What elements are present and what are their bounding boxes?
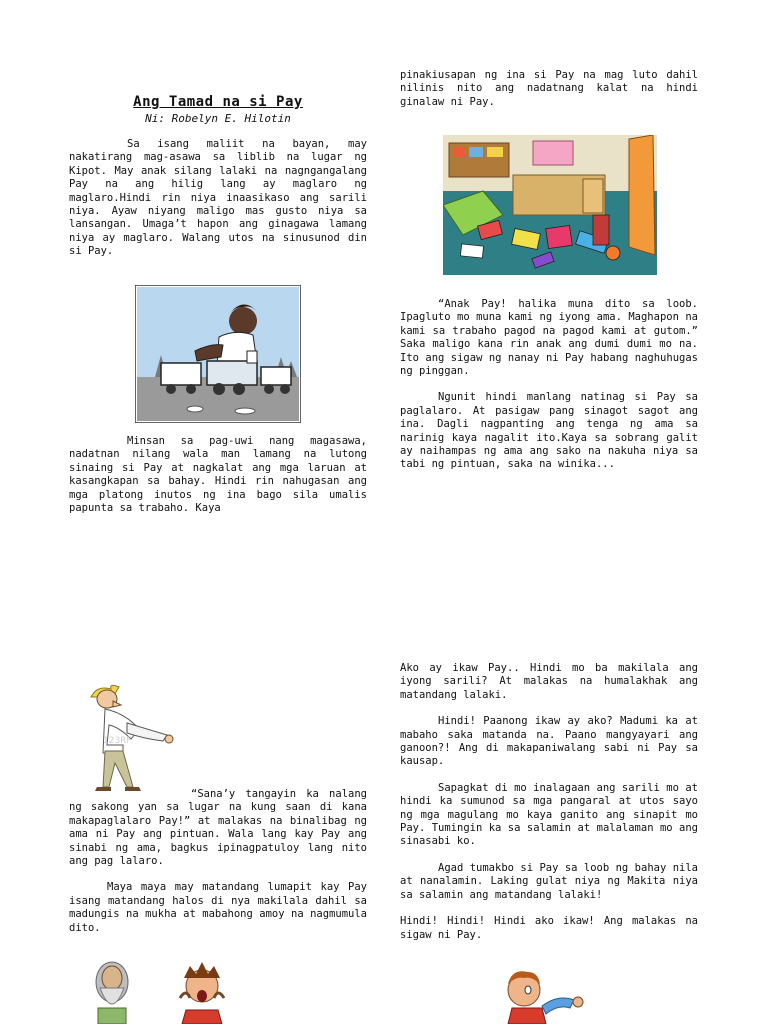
paragraph: Maya maya may matandang lumapit kay Pay isang matandang halos di nya makilala dahil sa madungis na mukha at mabahong amoy na nagmumula dito. bbox=[69, 881, 367, 934]
paragraph: Ako ay ikaw Pay.. Hindi mo ba makilala ang iyong sarili? At malakas na humalakhak ang matandang lalaki. bbox=[400, 662, 698, 701]
story-byline: Ni: Robelyn E. Hilotin bbox=[145, 112, 291, 125]
running-boy-illustration bbox=[498, 964, 588, 1024]
paragraph: pinakiusapan ng ina si Pay na mag luto dahil nilinis nito ang nadatnang kalat na hindi ginalaw ni Pay. bbox=[400, 69, 698, 108]
paragraph: “Sana’y tangayin ka nalang ng sakong yan sa lugar na kung saan di kana makapaglalaro Pay!” at malakas na binalibag ng ama ni Pay ang pintuan. Wala lang kay Pay ang sinabi ng ama, bagkus ipinagpatuloy lang nito ang pag lalaro. bbox=[69, 788, 367, 868]
left-column-top bbox=[69, 138, 367, 259]
boy-train-illustration bbox=[135, 285, 301, 423]
paragraph: Hindi! Paanong ikaw ay ako? Madumi ka at mabaho saka matanda na. Paano mangyayari ang ganoon?! Ang di makapaniwalang sabi ni Pay sa kausap. bbox=[400, 715, 698, 768]
left-column-bottom bbox=[69, 788, 367, 935]
bottom-cartoon-figures bbox=[90, 958, 240, 1024]
right-column-middle bbox=[400, 298, 698, 472]
messy-room-illustration bbox=[443, 135, 657, 275]
paragraph: “Anak Pay! halika muna dito sa loob. Ipagluto mo muna kami ng iyong ama. Maghapon na kami sa trabaho pagod na pagod kami at gutom.” Saka maligo kana rin anak ang dumi dumi mo na. Ito ang sigaw ng nanay ni Pay habang naghuhugas ng pinggan. bbox=[400, 298, 698, 378]
paragraph: Hindi! Hindi! Hindi ako ikaw! Ang malakas na sigaw ni Pay. bbox=[400, 915, 698, 941]
paragraph: Sapagkat di mo inalagaan ang sarili mo at hindi ka sumunod sa mga pangaral at utos sayo ng mga magulang mo kaya ganito ang sinapit mo Pay. Tumingin ka sa salamin at malalaman mo ang sinasabi ko. bbox=[400, 781, 698, 848]
old-man-illustration bbox=[83, 683, 183, 795]
paragraph: Sa isang maliit na bayan, may nakatirang mag-asawa sa liblib na lugar ng Kipot. May anak silang lalaki na nagngangalang Pay na ang hilig lang ay maglaro ng maglaro.Hindi rin niya inaasikaso ang sarili niya. Ayaw niyang maligo mas gusto niya sa lansangan. Umaga’t hapon ang ginagawa lamang niya ay maglaro. Walang utos na sinusunod din si Pay. bbox=[69, 138, 367, 258]
paragraph: Agad tumakbo si Pay sa loob ng bahay nila at nanalamin. Laking gulat niya ng Makita niya sa salamin ang matandang lalaki! bbox=[400, 861, 698, 901]
left-column-middle bbox=[69, 435, 367, 515]
right-column-bottom bbox=[400, 662, 698, 942]
paragraph: Ngunit hindi manlang natinag si Pay sa paglalaro. At pasigaw pang sinagot sagot ang ina. Dagli nagpanting ang tenga ng ama sa narinig kaya nagalit ito.Kaya sa sobrang galit ay naihampas ng ama ang sako na nakuha niya sa tabi ng pintuan, saka na winika... bbox=[400, 391, 698, 471]
watermark-text: 123RF bbox=[103, 736, 132, 746]
paragraph: Minsan sa pag-uwi nang magasawa, nadatnan nilang wala man lamang na lutong sinaing si Pay at nagkalat ang mga laruan at kasangkapan sa bahay. Hindi rin nahugasan ang mga platong inutos ng ina bago sila umalis papunta sa trabaho. Kaya bbox=[69, 435, 367, 515]
story-title: Ang Tamad na si Pay bbox=[133, 94, 303, 110]
right-column-top bbox=[400, 69, 698, 109]
